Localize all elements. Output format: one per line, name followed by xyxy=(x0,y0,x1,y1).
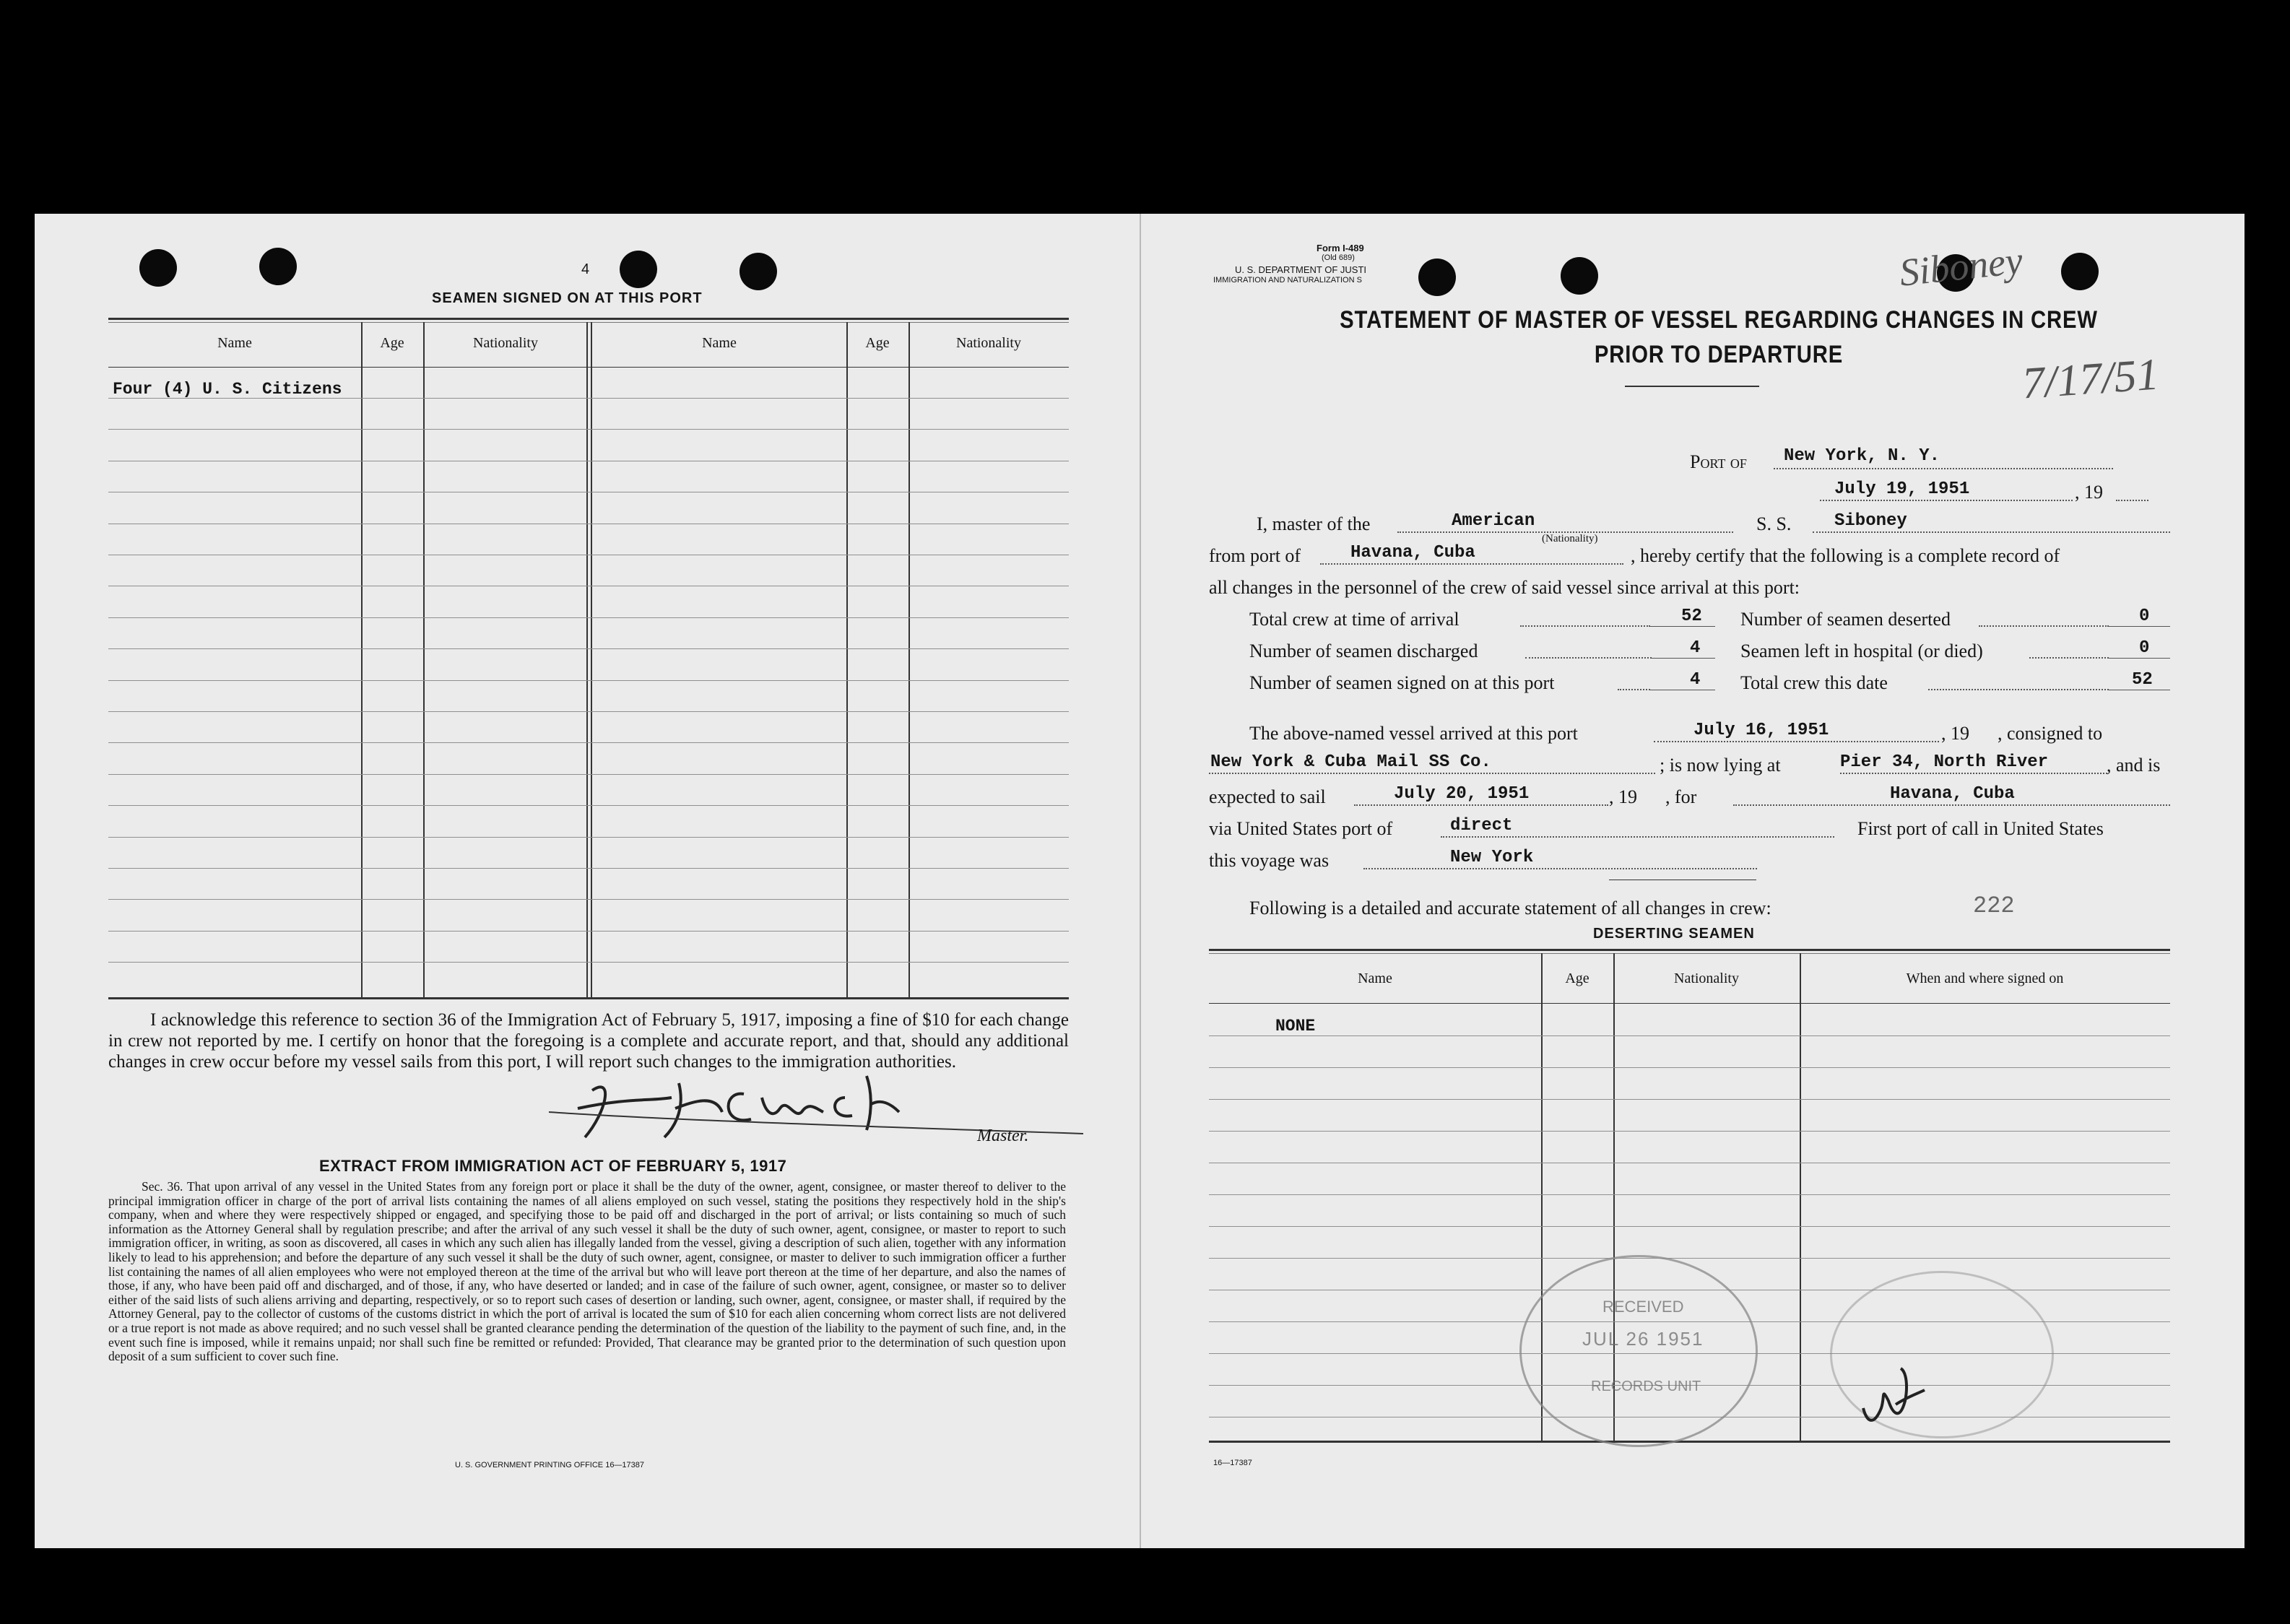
stat-value-total-crew: 52 xyxy=(2132,670,2153,690)
year-suffix: , 19 xyxy=(2075,482,2103,503)
stat-value-discharged: 4 xyxy=(1690,638,1701,658)
stamp-unit-text: RECORDS UNIT xyxy=(1591,1378,1701,1394)
stamp-date-text: JUL 26 1951 xyxy=(1582,1328,1704,1350)
left-printer-note: U. S. GOVERNMENT PRINTING OFFICE 16—17387 xyxy=(455,1461,645,1469)
stat-label-arrival: Total crew at time of arrival xyxy=(1249,609,1460,630)
sail-value: July 20, 1951 xyxy=(1394,784,1530,804)
stat-label-discharged: Number of seamen discharged xyxy=(1249,641,1478,661)
table-rule xyxy=(1209,1035,2170,1036)
voyage-text: this voyage was xyxy=(1209,850,1330,871)
handwritten-ship-name: Siboney xyxy=(1897,238,2025,295)
punch-hole xyxy=(620,251,657,288)
col-name-2: Name xyxy=(702,335,737,351)
service-name: IMMIGRATION AND NATURALIZATION S xyxy=(1213,276,1362,285)
table-rule xyxy=(108,742,1069,743)
table-rule xyxy=(108,805,1069,806)
stat-value-signed-on: 4 xyxy=(1690,670,1701,690)
date-value: July 19, 1951 xyxy=(1834,479,1970,499)
stat-value-hospital: 0 xyxy=(2139,638,2150,658)
col-name: Name xyxy=(217,335,252,351)
table-rule xyxy=(108,429,1069,430)
page-number: 4 xyxy=(581,261,590,277)
col-age: Age xyxy=(380,335,404,351)
voyage-value: New York xyxy=(1450,848,1534,867)
nationality-caption: (Nationality) xyxy=(1542,533,1598,544)
table-rule xyxy=(108,680,1069,681)
handwritten-date: 7/17/51 xyxy=(2020,349,2161,409)
table-rule xyxy=(1209,1226,2170,1227)
right-printer-note: 16—17387 xyxy=(1213,1459,1252,1467)
table-rule xyxy=(108,931,1069,932)
stat-label-signed-on: Number of seamen signed on at this port xyxy=(1249,672,1555,693)
table-rule xyxy=(108,962,1069,963)
acknowledgement-text: I acknowledge this reference to section 36 of the Immigration Act of February 5, 1917, imposing a fine of $10 for each change in crew not reported by me. I certify on honor that the foregoing is a complete and accurate report, and that, should any additional changes in crew occur before my vessel sails from this port, I will report such changes to the immigration authorities. xyxy=(108,1010,1069,1072)
col-nationality: Nationality xyxy=(473,335,538,351)
form-title-line1: STATEMENT OF MASTER OF VESSEL REGARDING CHANGES IN CREW xyxy=(1340,306,2098,334)
arrived-text: The above-named vessel arrived at this port xyxy=(1249,723,1578,744)
stat-label-total-crew: Total crew this date xyxy=(1740,672,1888,693)
first-port-text: First port of call in United States xyxy=(1857,818,2104,839)
col-age-2: Age xyxy=(865,335,890,351)
col-nationality: Nationality xyxy=(1674,971,1739,986)
punch-hole xyxy=(1561,257,1598,295)
department-name: U. S. DEPARTMENT OF JUSTI xyxy=(1235,264,1367,275)
form-old-number: (Old 689) xyxy=(1322,253,1355,262)
form-title-line2: PRIOR TO DEPARTURE xyxy=(1594,341,1844,368)
and-is-text: , and is xyxy=(2107,755,2161,776)
expected-text: expected to sail xyxy=(1209,786,1326,807)
page-fold xyxy=(1140,214,1141,1548)
table-rule xyxy=(1209,1099,2170,1100)
extract-text: Sec. 36. That upon arrival of any vessel in the United States from any foreign port or place it shall be the duty of the owner, agent, consignee, or master thereof to deliver to the principal immigration officer in charge of the port of arrival lists containing the names of all aliens employed on such vessel, stating the positions they respectively hold in the ship's company, when and where they were respectively shipped or engaged, and specifying those to be paid off and discharged in the port of arrival; or lists containing so much of such information as the Attorney General shall by regulation prescribe; and after the arrival of any such vessel it shall be the duty of such owner, agent, consignee, or master to report to such immigration officer, in writing, as soon as discovered, all cases in which any such alien has illegally landed from the vessel, giving a description of such alien, together with any information likely to lead to his apprehension; and before the departure of any such vessel it shall be the duty of such owner, agent, consignee, or master to deliver to such immigration officer a further list containing the names of all alien employees who were not employed thereon at the time of the arrival but who will leave port thereon at the time of her departure, and also the names of those, if any, who have been paid off and discharged, and of those, if any, who have deserted or landed; and in case of the failure of such owner, agent, consignee, or master so to deliver either of the said lists of such aliens arriving and departing, respectively, or so to report such cases of desertion or landing, such owner, agent, consignee, or master shall, if required by the Attorney General, pay to the collector of customs of the customs district in which the port of arrival is located the sum of $10 for each alien concerning whom correct lists are not delivered or a true report is not made as above required; and no such vessel shall be granted clearance pending the determination of the question of the liability to the payment of such fine, and, in the event such fine is imposed, while it remains unpaid; nor shall such fine be remitted or refunded: Provided, That clearance may be granted prior to the determination of such question upon deposit of a sum sufficient to cover such fine. xyxy=(108,1179,1066,1364)
signed-on-entry: Four (4) U. S. Citizens xyxy=(113,380,342,399)
ss-value: Siboney xyxy=(1834,511,1907,531)
extract-heading: EXTRACT FROM IMMIGRATION ACT OF FEBRUARY 5, 1917 xyxy=(319,1157,787,1175)
table-rule xyxy=(1209,1258,2170,1259)
col-nationality-2: Nationality xyxy=(956,335,1021,351)
punch-hole xyxy=(139,249,177,287)
table-rule xyxy=(1209,1194,2170,1195)
punch-hole xyxy=(2061,253,2099,290)
punch-hole xyxy=(1418,259,1456,296)
stat-value-arrival: 52 xyxy=(1681,607,1702,626)
consignee-value: New York & Cuba Mail SS Co. xyxy=(1210,752,1491,772)
arrived-value: July 16, 1951 xyxy=(1693,721,1829,740)
port-value: New York, N. Y. xyxy=(1784,446,1940,466)
initials-mark xyxy=(1849,1358,1935,1437)
nationality-value: American xyxy=(1452,511,1535,531)
deserting-seamen-heading: DESERTING SEAMEN xyxy=(1593,926,1755,942)
seamen-signed-heading: SEAMEN SIGNED ON AT THIS PORT xyxy=(432,290,703,306)
table-rule xyxy=(1209,1067,2170,1068)
lying-value: Pier 34, North River xyxy=(1840,752,2049,772)
master-of-the-text: I, master of the xyxy=(1257,513,1371,534)
col-when-where: When and where signed on xyxy=(1906,971,2064,986)
lying-text: ; is now lying at xyxy=(1660,755,1781,776)
table-rule xyxy=(108,868,1069,869)
following-text: Following is a detailed and accurate statement of all changes in crew: xyxy=(1249,898,1771,919)
table-rule xyxy=(108,711,1069,712)
all-changes-text: all changes in the personnel of the crew of said vessel since arrival at this port: xyxy=(1209,577,1800,598)
table-rule xyxy=(108,774,1069,775)
master-label: Master. xyxy=(977,1126,1029,1145)
table-rule xyxy=(108,648,1069,649)
stat-value-deserted: 0 xyxy=(2139,607,2150,626)
for-value: Havana, Cuba xyxy=(1890,784,2015,804)
via-value: direct xyxy=(1450,816,1513,835)
table-rule xyxy=(108,617,1069,618)
col-age: Age xyxy=(1565,971,1589,986)
via-text: via United States port of xyxy=(1209,818,1393,839)
from-port-value: Havana, Cuba xyxy=(1350,543,1475,563)
consigned-text: , 19 , consigned to xyxy=(1941,723,2103,744)
for-text: , 19 , for xyxy=(1609,786,1697,807)
stat-label-hospital: Seamen left in hospital (or died) xyxy=(1740,641,1983,661)
table-rule xyxy=(1209,1131,2170,1132)
certify-text: , hereby certify that the following is a complete record of xyxy=(1631,545,2060,566)
col-name: Name xyxy=(1358,971,1392,986)
from-port-label: from port of xyxy=(1209,545,1301,566)
punch-hole xyxy=(740,253,777,290)
table-rule xyxy=(108,837,1069,838)
form-number: Form I-489 xyxy=(1317,243,1364,253)
stamped-number: 222 xyxy=(1973,893,2015,919)
stamp-received-text: RECEIVED xyxy=(1602,1298,1684,1316)
punch-hole xyxy=(259,248,297,285)
ss-label: S. S. xyxy=(1756,513,1792,534)
deserting-entry: NONE xyxy=(1275,1017,1316,1035)
stat-label-deserted: Number of seamen deserted xyxy=(1740,609,1951,630)
port-label: Port of xyxy=(1690,451,1747,472)
table-rule xyxy=(108,899,1069,900)
received-stamp xyxy=(1519,1255,1758,1447)
